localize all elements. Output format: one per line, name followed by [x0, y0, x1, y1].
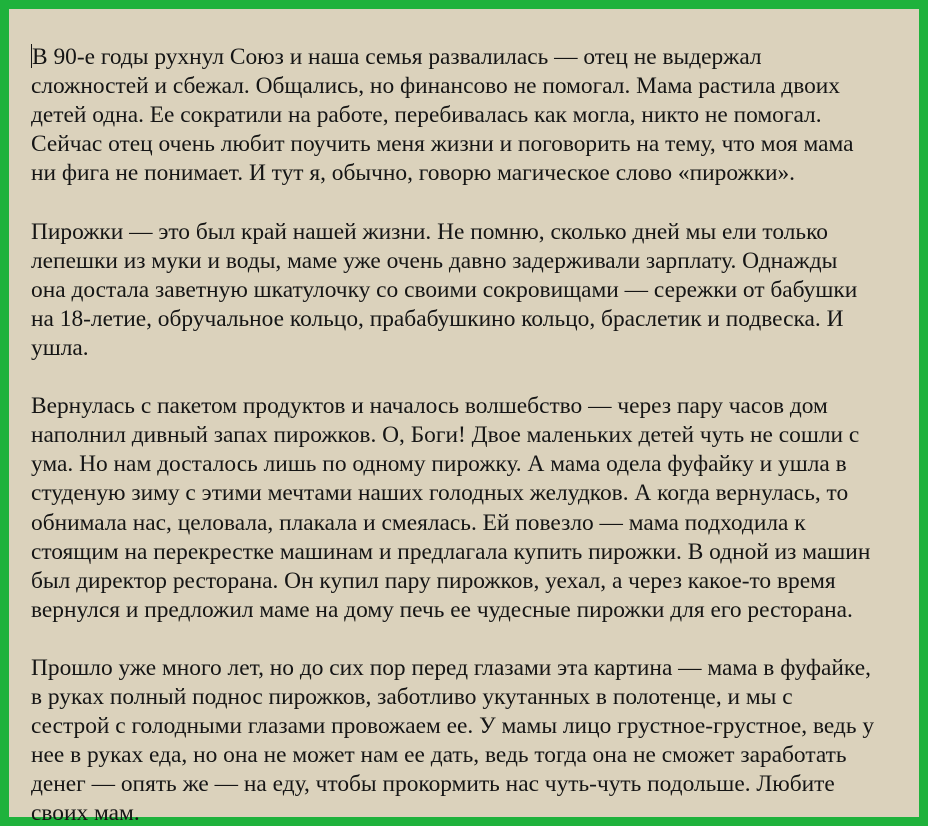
text-line: В 90-е годы рухнул Союз и наша семья развалилась — отец не выдержал [32, 44, 762, 70]
text-line: она достала заветную шкатулочку со своими сокровищами — сережки от бабушки [31, 276, 858, 303]
text-line: ни фига не понимает. И тут я, обычно, говорю магическое слово «пирожки». [31, 160, 796, 187]
text-line: на 18-летие, обручальное кольцо, прабабушкино кольцо, браслетик и подвеска. И [31, 305, 844, 332]
text-line: денег — опять же — на еду, чтобы прокормить нас чуть-чуть подольше. Любите [31, 771, 835, 798]
text-line: вернулся и предложил маме на дому печь ее чудесные пирожки для его ресторана. [31, 596, 853, 623]
text-line: детей одна. Ее сократили на работе, перебивалась как могла, никто не помогал. [31, 102, 822, 129]
paragraph-2 [31, 218, 921, 363]
paragraph-1 [31, 43, 921, 188]
text-line: студеную зиму с этими мечтами наших голодных желудков. А когда вернулась, то [31, 480, 849, 507]
paragraph-gap [31, 625, 921, 654]
text-line: стоящим на перекрестке машинам и предлагала купить пирожки. В одной из машин [31, 538, 871, 565]
text-line: был директор ресторана. Он купил пару пирожков, уехал, а через какое-то время [31, 567, 836, 594]
text-line: обнимала нас, целовала, плакала и смеялась. Ей повезло — мама подходила к [31, 509, 806, 536]
paragraph-gap [31, 188, 921, 217]
text-line: нее в руках еда, но она не может нам ее дать, ведь тогда она не сможет заработать [31, 742, 847, 769]
text-line: Пирожки — это был край нашей жизни. Не помню, сколько дней мы ели только [31, 218, 828, 245]
text-line: в руках полный поднос пирожков, заботливо укутанных в полотенце, и мы с [31, 684, 793, 711]
text-line: Прошло уже много лет, но до сих пор перед глазами эта картина — мама в фуфайке, [31, 654, 871, 681]
text-line: наполнил дивный запах пирожков. О, Боги! Двое маленьких детей чуть не сошли с [31, 422, 860, 449]
paragraph-4 [31, 654, 921, 829]
text-line: Сейчас отец очень любит поучить меня жизни и поговорить на тему, что моя мама [31, 131, 854, 158]
paragraph-3 [31, 392, 921, 625]
text-line: сестрой с голодными глазами провожаем ее. У мамы лицо грустное-грустное, ведь у [31, 713, 875, 740]
text-line: Вернулась с пакетом продуктов и началось волшебство — через пару часов дом [31, 393, 828, 420]
text-line: своих мам. [31, 800, 140, 827]
text-line: сложностей и сбежал. Общались, но финансово не помогал. Мама растила двоих [31, 73, 840, 100]
text-line: ушла. [31, 334, 89, 361]
text-line: лепешки из муки и воды, маме уже очень давно задерживали зарплату. Однажды [31, 247, 838, 274]
text-line: ума. Но нам досталось лишь по одному пирожку. А мама одела фуфайку и ушла в [31, 451, 847, 478]
paragraph-gap [31, 363, 921, 392]
story-text[interactable] [31, 43, 921, 829]
